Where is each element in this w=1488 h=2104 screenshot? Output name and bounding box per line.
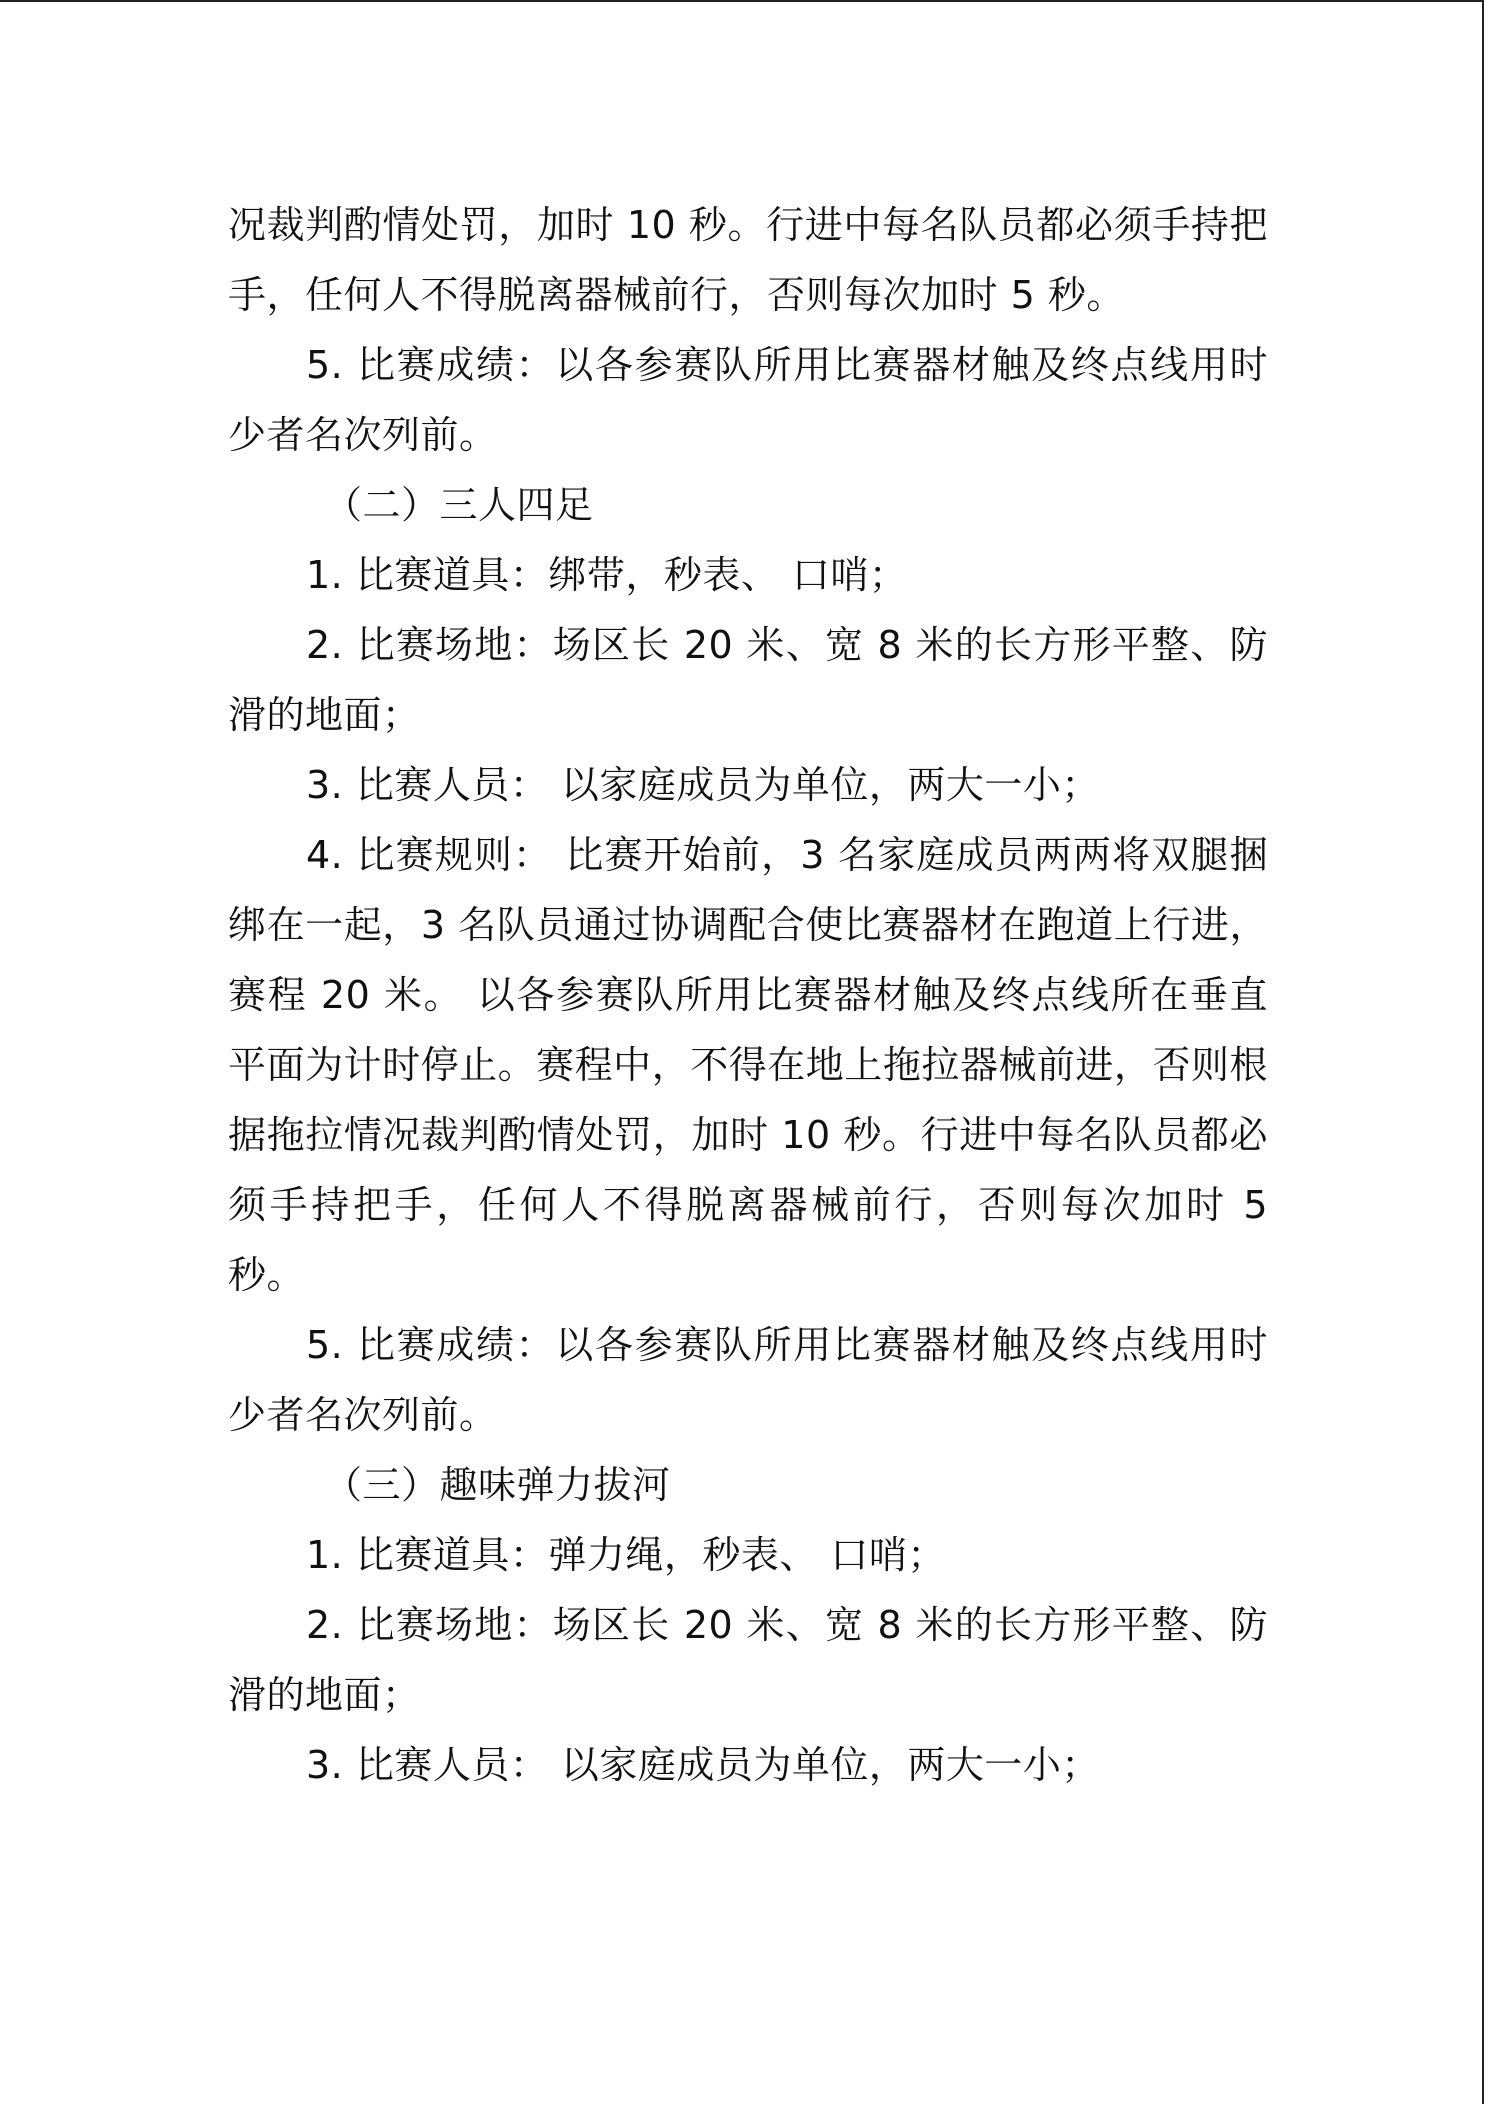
- paragraph-continuation: 况裁判酌情处罚，加时 10 秒。行进中每名队员都必须手持把手，任何人不得脱离器械前行，否则每次加时 5 秒。: [228, 203, 1268, 317]
- section-heading-tug-of-war: （三）趣味弹力拔河: [324, 1463, 671, 1507]
- paragraph-rules: 4. 比赛规则： 比赛开始前，3 名家庭成员两两将双腿捆绑在一起，3 名队员通过协调配合使比赛器材在跑道上行进，赛程 20 米。 以各参赛队所用比赛器材触及终点线所在垂直平面为计时停止。赛程中，不得在地上拖拉器械前进，否则根据拖拉情况裁判酌情处罚，加时 10 秒。行进中每名队员都必须手持把手，任何人不得脱离器械前行，否则每次加时 5 秒。: [228, 833, 1268, 1297]
- paragraph-participants: 3. 比赛人员： 以家庭成员为单位，两大一小；: [306, 763, 1100, 807]
- paragraph-equipment: 1. 比赛道具：绑带，秒表、 口哨；: [306, 553, 908, 597]
- paragraph-equipment-2: 1. 比赛道具：弹力绳，秒表、 口哨；: [306, 1533, 946, 1577]
- paragraph-participants-2: 3. 比赛人员： 以家庭成员为单位，两大一小；: [306, 1743, 1100, 1787]
- paragraph-score-rule: 5. 比赛成绩：以各参赛队所用比赛器材触及终点线用时少者名次列前。: [228, 343, 1268, 457]
- document-body: [228, 190, 1268, 1800]
- paragraph-score-rule-2: 5. 比赛成绩：以各参赛队所用比赛器材触及终点线用时少者名次列前。: [228, 1323, 1268, 1437]
- paragraph-venue-2: 2. 比赛场地：场区长 20 米、宽 8 米的长方形平整、防滑的地面；: [228, 1603, 1268, 1717]
- section-heading-three-legged: （二）三人四足: [324, 483, 594, 527]
- paragraph-venue: 2. 比赛场地：场区长 20 米、宽 8 米的长方形平整、防滑的地面；: [228, 623, 1268, 737]
